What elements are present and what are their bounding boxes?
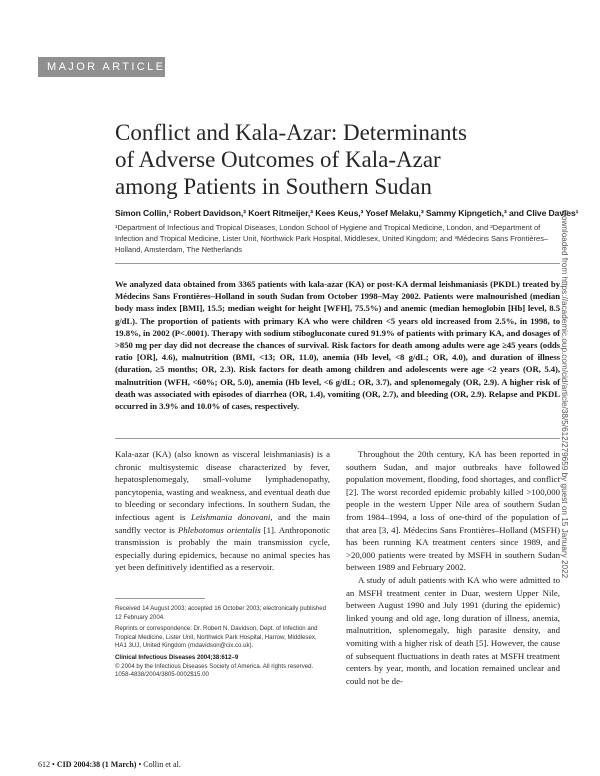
article-title — [115, 119, 515, 200]
body-column-right — [346, 448, 560, 687]
page-number: 612 — [38, 760, 50, 769]
received-dates: Received 14 August 2003; accepted 16 October 2003; electronically published 12 February 2004. — [115, 605, 327, 621]
copyright-line: © 2004 by the Infectious Diseases Society of America. All rights reserved. — [115, 662, 314, 670]
article-footnotes — [115, 604, 330, 680]
journal-citation: Clinical Infectious Diseases 2004;38:612–9 — [115, 653, 239, 661]
title-line: Conflict and Kala-Azar: Determinants — [115, 120, 467, 145]
title-line: of Adverse Outcomes of Kala-Azar — [115, 147, 441, 172]
footnote-divider — [115, 598, 205, 599]
footer-journal: CID 2004:38 (1 March) — [56, 760, 137, 769]
abstract: We analyzed data obtained from 3365 patients with kala-azar (KA) or post-KA dermal leishmaniasis (PKDL) treated by Médecins Sans Frontières–Holland in south Sudan from October 1998–May 2002. Patients were malnourished (median body mass index [BMI], 15.5; median weight for height [WFH], 75.5%) and anemic (median hemoglobin [Hb] level, 8.5 g/dL). The proportion of patients with primary KA who were children <5 years old increased from 2.5%, in 1998, to 19.8%, in 2002 (P<.0001). Therapy with sodium stibogluconate cured 91.9% of patients with primary KA, and dosages of >850 mg per day did not decrease the chances of survival. Risk factors for death among adults were age ≥45 years (odds ratio [OR], 4.6), malnutrition (BMI, <13; OR, 11.0), anemia (Hb level, <8 g/dL; OR, 4.0), and duration of illness (duration, ≥5 months; OR, 2.3). Risk factors for death among children and adolescents were age <2 years (OR, 5.4), malnutrition (WFH, <60%; OR, 5.0), anemia (Hb level, <6 g/dL; OR, 3.7), and splenomegaly (OR, 2.9). A higher risk of death was associated with episodes of diarrhea (OR, 1.4), vomiting (OR, 2.7), and bleeding (OR, 2.9). Relapse and PKDL occurred in 3.9% and 10.0% of cases, respectively. — [115, 279, 560, 412]
body-paragraph: Kala-azar (KA) (also known as visceral leishmaniasis) is a chronic multisystemic disease characterized by fever, hepatosplenomegaly, small-volume lymphadenopathy, pancytopenia, wasting and weakness, and eventual death due to bleeding or secondary infections. In southern Sudan, the infectious agent is Leishmania donovani, and the main sandfly vector is Phlebotomus orientalis [1]. Anthroponotic transmission is probably the main transmission cycle, especially during epidemics, because no animal species has yet been definitively identified as a reservoir. — [115, 449, 331, 573]
title-line: among Patients in Southern Sudan — [115, 174, 432, 199]
author-list: Simon Collin,¹ Robert Davidson,² Koert Ritmeijer,³ Kees Keus,³ Yosef Melaku,³ Sammy Kipngetich,³ and Clive Davies¹ — [115, 208, 579, 218]
download-watermark — [560, 210, 575, 580]
affiliations: ¹Department of Infectious and Tropical Diseases, London School of Hygiene and Tropical Medicine, London, and ²Department of Infection and Tropical Medicine, Lister Unit, Northwick Park Hospital, Middlesex, United Kingdom; and ³Médecins Sans Frontières–Holland, Amsterdam, The Netherlands — [115, 223, 549, 254]
body-paragraph: A study of adult patients with KA who were admitted to an MSFH treatment center in Duar, western Upper Nile, between August 1990 and July 1991 (during the epidemic) linked young and old age, long duration of illness, anemia, malnutrition, splenomegaly, high parasite density, and vomiting with a higher risk of death [5]. However, the cause of subsequent fluctuations in death rates at MSFH treatment centers by year, month, and location remained unclear and could not be de- — [346, 574, 560, 686]
footer-author: Collin et al. — [143, 760, 181, 769]
vector-name: Phlebotomus orientalis — [177, 524, 261, 535]
pathogen-name: Leishmania donovani — [191, 511, 271, 522]
download-watermark-text: Downloaded from https://academic.oup.com/cid/article/38/5/612/279659 by guest on 15 January 2022 — [560, 210, 569, 579]
article-type-banner: MAJOR ARTICLE — [38, 57, 165, 77]
body-column-left — [115, 448, 330, 574]
page-footer: 612 • CID 2004:38 (1 March) • Collin et al. — [38, 760, 181, 769]
section-divider — [115, 263, 560, 264]
section-divider — [115, 438, 560, 439]
correspondence-note: Reprints or correspondence: Dr. Robert N. Davidson, Dept. of Infection and Tropical Medicine, Lister Unit, Northwick Park Hospital, Harrow, Middlesex, HA1 3UJ, United Kingdom (rndavidson@cix.co.uk). — [115, 625, 318, 650]
issn-line: 1058-4838/2004/3805-0002$15.00 — [115, 671, 209, 679]
body-paragraph: Throughout the 20th century, KA has been reported in southern Sudan, and major outbreaks have followed population movement, flooding, food shortages, and conflict [2]. The worst recorded epidemic probably killed >100,000 people in the western Upper Nile area of southern Sudan from 1984–1994, a loss of one-third of the population of that area [3, 4]. Médecins Sans Frontières–Holland (MSFH) has been running KA treatment centers since 1989, and >20,000 patients were treated by MSFH in southern Sudan between 1989 and February 2002. — [346, 449, 560, 573]
